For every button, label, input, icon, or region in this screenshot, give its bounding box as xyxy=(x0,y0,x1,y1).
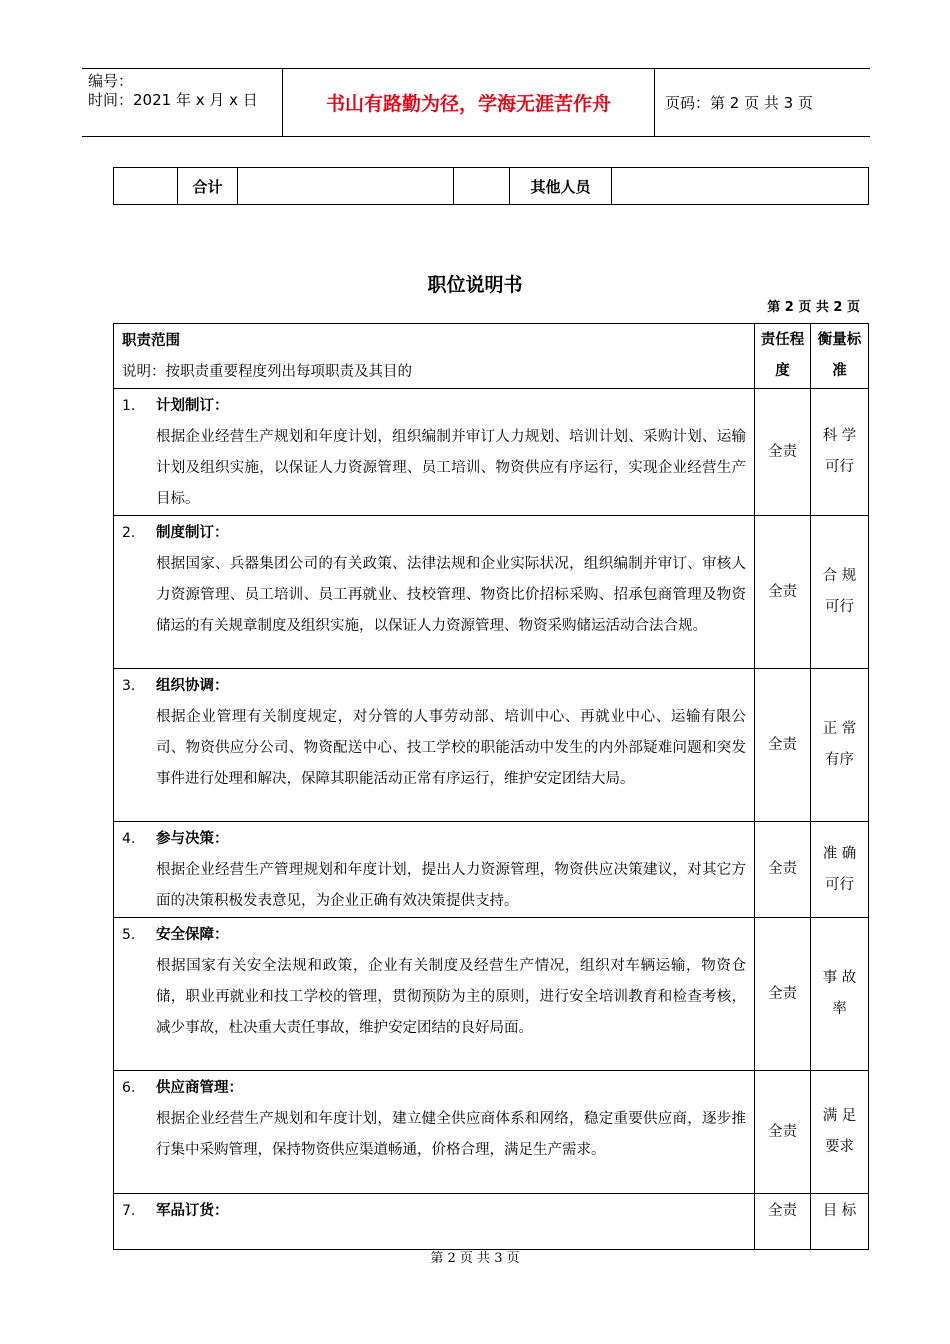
item-title: 安全保障： xyxy=(156,927,229,943)
summary-cell xyxy=(114,168,178,205)
item-title: 组织协调： xyxy=(156,678,229,694)
summary-cell: 其他人员 xyxy=(510,168,612,205)
table-header-row xyxy=(114,324,869,389)
item-description: 根据企业经营生产规划和年度计划，组织编制并审订人力规划、培训计划、采购计划、运输计划及组织实施，以保证人力资源管理、员工培训、物资供应有序运行，实现企业经营生产目标。 xyxy=(156,429,746,507)
header-page-code: 页码：第 2 页 共 3 页 xyxy=(665,94,813,112)
item-number: 7. xyxy=(122,1203,136,1219)
table-row xyxy=(114,822,869,918)
item-standard: 事 故 率 xyxy=(811,918,869,1071)
item-responsibility: 全责 xyxy=(755,516,811,669)
page-indicator: 第 2 页 共 2 页 xyxy=(767,300,860,315)
summary-cell: 合计 xyxy=(178,168,238,205)
table-row xyxy=(114,1194,869,1250)
header-meta xyxy=(82,69,282,136)
item-title: 参与决策： xyxy=(156,831,229,847)
item-responsibility: 全责 xyxy=(755,822,811,918)
table-row xyxy=(114,389,869,516)
table-row xyxy=(114,1071,869,1194)
item-standard: 目 标 xyxy=(811,1194,869,1250)
item-description: 根据企业管理有关制度规定，对分管的人事劳动部、培训中心、再就业中心、运输有限公司、物资供应分公司、物资配送中心、技工学校的职能活动中发生的内外部疑难问题和突发事件进行处理和解决，保障其职能活动正常有序运行，维护安定团结大局。 xyxy=(156,709,746,787)
item-title: 军品订货： xyxy=(156,1203,229,1219)
item-description: 根据企业经营生产规划和年度计划，建立健全供应商体系和网络，稳定重要供应商，逐步推行集中采购管理，保持物资供应渠道畅通，价格合理，满足生产需求。 xyxy=(156,1111,746,1158)
page-header xyxy=(82,68,870,137)
item-responsibility: 全责 xyxy=(755,918,811,1071)
responsibility-header: 责任程度 xyxy=(755,324,811,389)
item-standard: 合 规 可行 xyxy=(811,516,869,669)
item-description: 根据国家有关安全法规和政策，企业有关制度及经营生产情况，组织对车辆运输，物资仓储，职业再就业和技工学校的管理，贯彻预防为主的原则，进行安全培训教育和检查考核，减少事故，杜决重大责任事故，维护安定团结的良好局面。 xyxy=(156,958,746,1036)
summary-cell xyxy=(238,168,454,205)
table-row xyxy=(114,516,869,669)
item-number: 5. xyxy=(122,927,136,943)
table-row xyxy=(114,168,869,205)
table-row xyxy=(114,918,869,1071)
item-responsibility: 全责 xyxy=(755,669,811,822)
date-label: 时间：2021 年 x 月 x 日 xyxy=(88,91,258,109)
scope-explanation: 说明：按职责重要程度列出每项职责及其目的 xyxy=(122,364,412,380)
item-title: 制度制订： xyxy=(156,525,229,541)
item-title: 计划制订： xyxy=(156,398,229,414)
item-description: 根据国家、兵器集团公司的有关政策、法律法规和企业实际状况，组织编制并审订、审核人力资源管理、员工培训、员工再就业、技校管理、物资比价招标采购、招承包商管理及物资储运的有关规章制度及组织实施，以保证人力资源管理、物资采购储运活动合法合规。 xyxy=(156,556,746,634)
item-standard: 科 学 可行 xyxy=(811,389,869,516)
table-row xyxy=(114,669,869,822)
item-description: 根据企业经营生产管理规划和年度计划，提出人力资源管理，物资供应决策建议，对其它方面的决策积极发表意见，为企业正确有效决策提供支持。 xyxy=(156,862,746,909)
item-responsibility: 全责 xyxy=(755,1194,811,1250)
summary-cell xyxy=(612,168,869,205)
summary-table xyxy=(113,167,869,205)
item-number: 4. xyxy=(122,831,136,847)
item-responsibility: 全责 xyxy=(755,389,811,516)
item-number: 6. xyxy=(122,1080,136,1096)
item-standard: 正 常 有序 xyxy=(811,669,869,822)
document-title: 职位说明书 xyxy=(427,274,523,296)
item-number: 2. xyxy=(122,525,136,541)
item-number: 3. xyxy=(122,678,136,694)
page-footer: 第 2 页 共 3 页 xyxy=(430,1251,520,1266)
duty-table xyxy=(113,323,869,1250)
number-label: 编号： xyxy=(88,72,134,90)
item-standard: 满 足 要求 xyxy=(811,1071,869,1194)
item-standard: 准 确 可行 xyxy=(811,822,869,918)
item-number: 1. xyxy=(122,398,136,414)
standard-header: 衡量标准 xyxy=(811,324,869,389)
item-title: 供应商管理： xyxy=(156,1080,243,1096)
header-motto: 书山有路勤为径，学海无涯苦作舟 xyxy=(282,69,655,136)
summary-cell xyxy=(454,168,510,205)
item-responsibility: 全责 xyxy=(755,1071,811,1194)
scope-header: 职责范围 xyxy=(122,333,180,349)
